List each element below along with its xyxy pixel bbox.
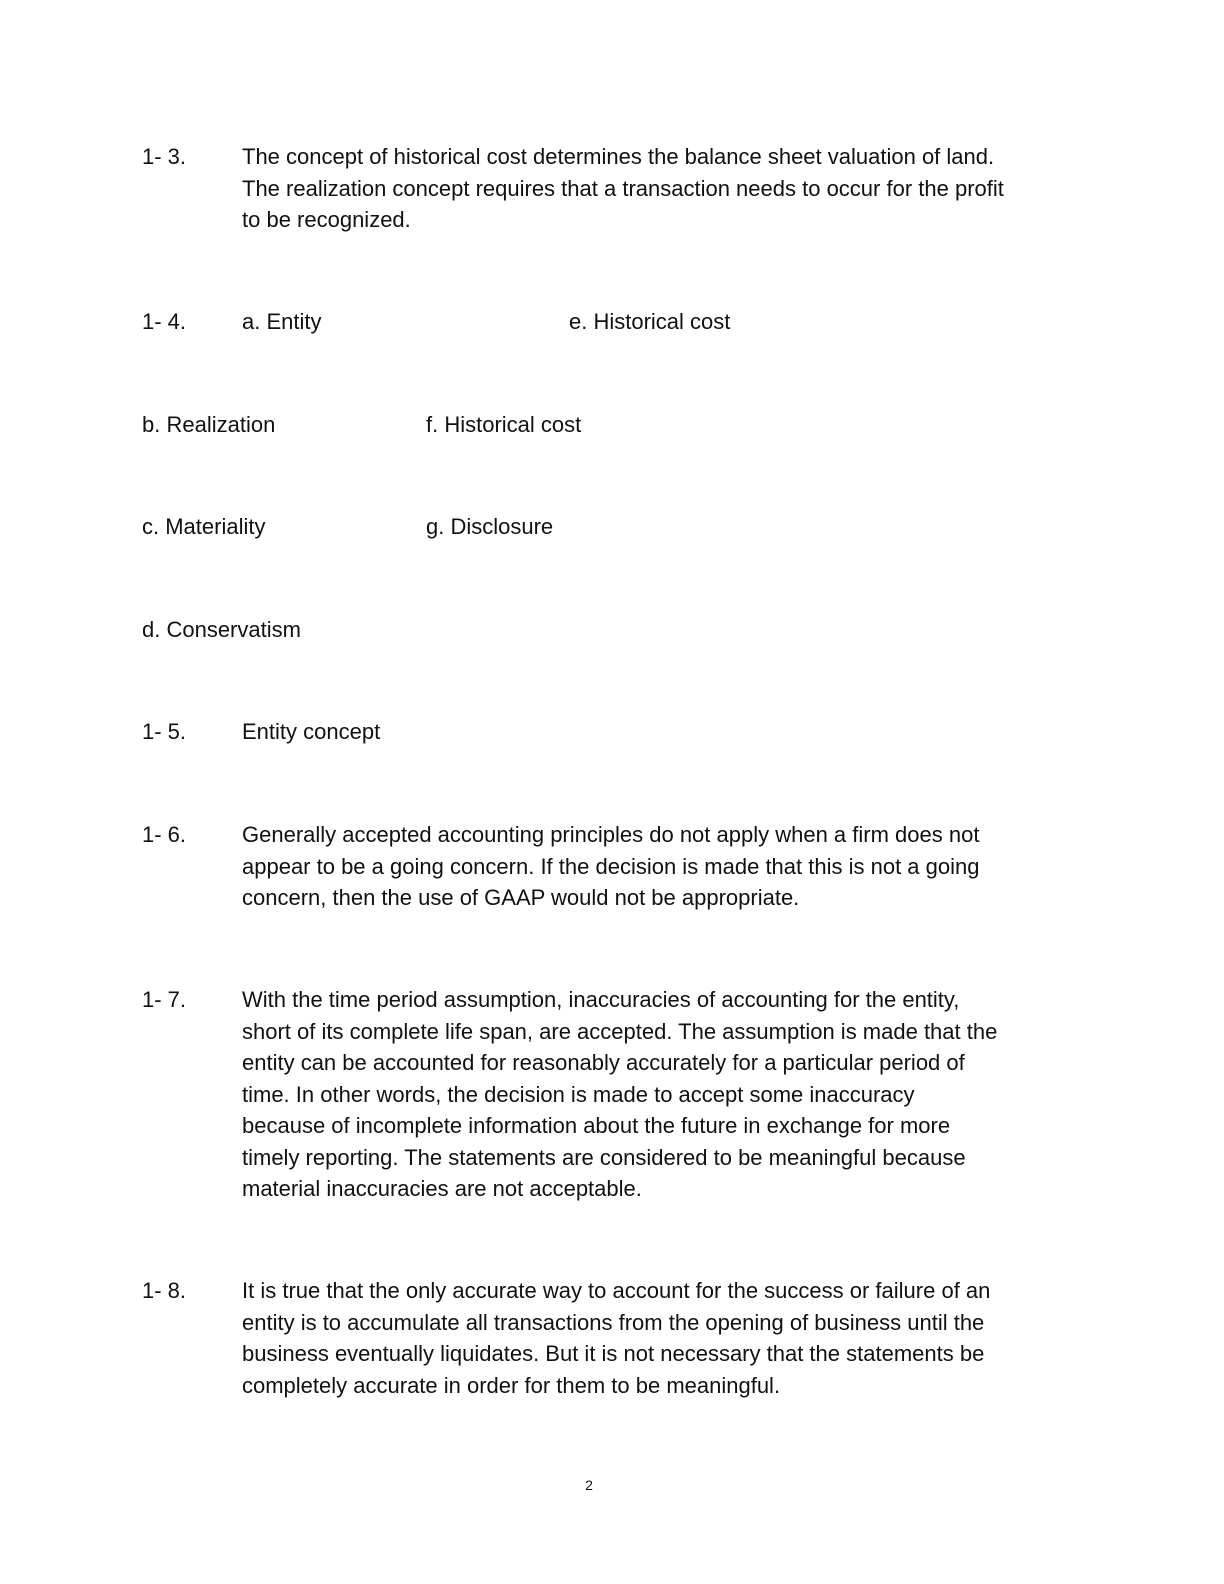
text-line: short of its complete life span, are accepted. The assumption is made that the — [242, 1018, 998, 1044]
text-line: entity can be accounted for reasonably accurately for a particular period of — [242, 1050, 965, 1075]
page-number: 2 — [585, 1477, 593, 1493]
item-number: 1- 5. — [142, 719, 187, 744]
text-line: The concept of historical cost determines the balance sheet valuation of land. — [242, 144, 995, 169]
text-line: It is true that the only accurate way to account for the success or failure of an — [242, 1278, 991, 1303]
text-line: material inaccuracies are not acceptable. — [242, 1176, 642, 1201]
text-line: entity is to accumulate all transactions from the opening of business until the — [242, 1309, 985, 1335]
answer-text — [242, 141, 1082, 236]
term-c: c. Materiality — [142, 514, 266, 539]
item-number: 1- 6. — [142, 822, 187, 847]
text-line: business eventually liquidates. But it is not necessary that the statements be — [242, 1341, 985, 1366]
text-line: appear to be a going concern. If the decision is made that this is not a going — [242, 853, 980, 879]
item-number: 1- 7. — [142, 987, 187, 1012]
text-line: Generally accepted accounting principles do not apply when a firm does not — [242, 822, 980, 847]
text-line: Entity concept — [242, 719, 381, 744]
term-d: d. Conservatism — [142, 617, 301, 642]
item-number: 1- 4. — [142, 309, 187, 334]
term-f: f. Historical cost — [426, 412, 582, 437]
text-line: concern, then the use of GAAP would not be appropriate. — [242, 885, 800, 910]
term-b: b. Realization — [142, 412, 276, 437]
answer-text — [242, 984, 1082, 1205]
text-line: completely accurate in order for them to be meaningful. — [242, 1372, 781, 1398]
answer-text — [242, 819, 1082, 914]
text-line: time. In other words, the decision is made to accept some inaccuracy — [242, 1081, 915, 1107]
answer-text — [242, 716, 1082, 748]
item-number: 1- 3. — [142, 144, 187, 169]
term-g: g. Disclosure — [426, 514, 554, 539]
text-line: because of incomplete information about the future in exchange for more — [242, 1113, 951, 1138]
text-line: The realization concept requires that a transaction needs to occur for the profit — [242, 175, 1004, 201]
text-line: With the time period assumption, inaccuracies of accounting for the entity, — [242, 987, 960, 1012]
term-a: a. Entity — [242, 309, 322, 334]
item-number: 1- 8. — [142, 1278, 187, 1303]
term-e: e. Historical cost — [569, 309, 731, 334]
text-line: timely reporting. The statements are considered to be meaningful because — [242, 1144, 966, 1170]
answer-text — [242, 1275, 1082, 1401]
text-line: to be recognized. — [242, 207, 411, 232]
